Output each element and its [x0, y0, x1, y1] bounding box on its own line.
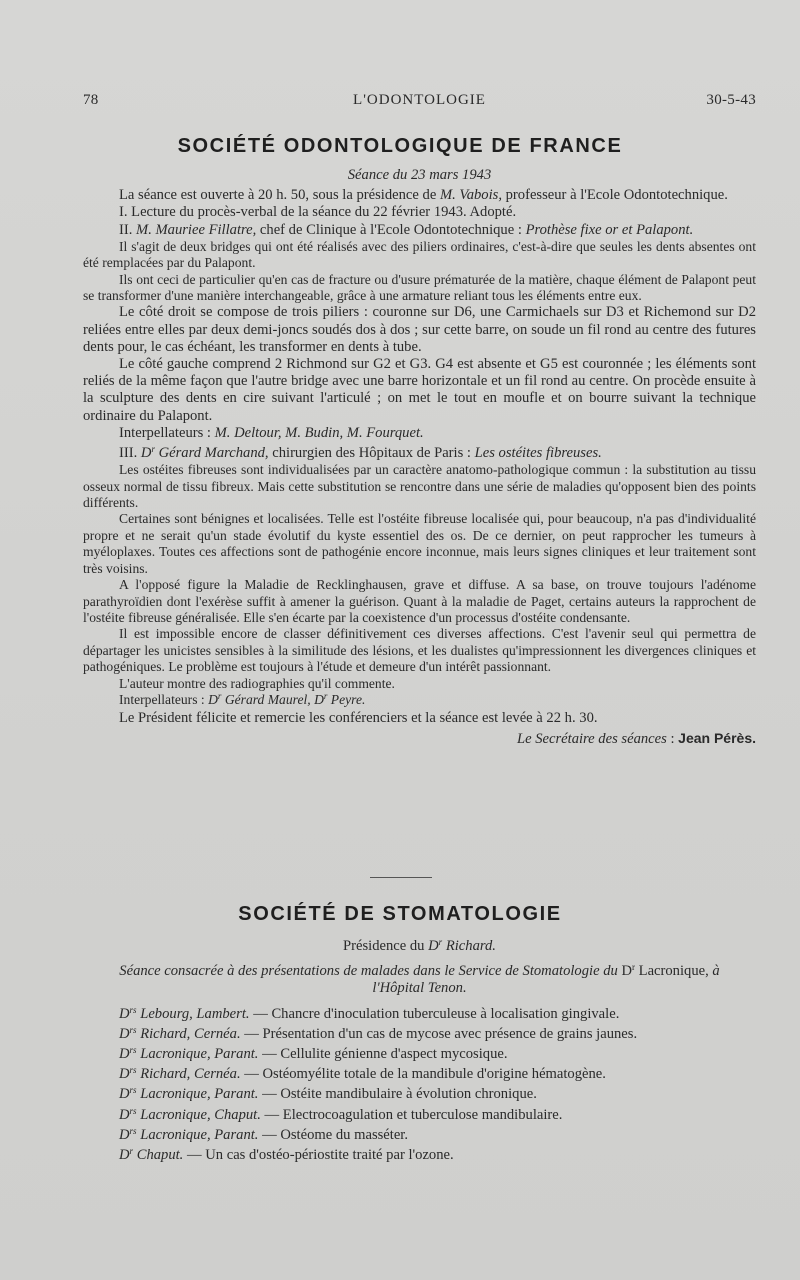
paragraph-osteites-4: Il est impossible encore de classer définitivement ces diverses affections. C'est l'avenir seul qui permettra de départager les unicistes sensibles à la similitude des lésions, et les dualistes qu'impressionnent les divergences cliniques et pathogéniques. Le problème est toujours à l'étude et demeure d'un intérêt passionnant.: [83, 626, 756, 675]
agenda-item-1: I. Lecture du procès-verbal de la séance du 22 février 1943. Adopté.: [119, 204, 517, 221]
session-date: Séance du 23 mars 1943: [347, 167, 492, 183]
section-title-sof: SOCIÉTÉ ODONTOLOGIQUE DE FRANCE: [177, 135, 623, 157]
paragraph-left-side: Le côté gauche comprend 2 Richmond sur G2 et G3. G4 est absente et G5 est couronnée ; les éléments sont reliés de la même façon que l'autre bridge avec une barre horizontale et un fil rond au centre. On procède ensuite à la sculpture des dents en cire suivant l'articulé ; on met le tout en moufle et on bourre suivant la technique ordinaire du Palapont.: [83, 356, 756, 424]
secretary-signature: Le Secrétaire des séances : Jean Pérès.: [516, 729, 756, 747]
list-item: $D^{rs}$ Richard, Cernéa. — Ostéomyélite totale de la mandibule d'origine hématogène.: [119, 1065, 606, 1083]
journal-title: L'ODONTOLOGIE: [353, 92, 486, 108]
closing-paragraph: Le Président félicite et remercie les conférenciers et la séance est levée à 22 h. 30.: [119, 710, 598, 727]
list-item: $D^{rs}$ Lacronique, Chaput. — Electrocoagulation et tuberculose mandibulaire.: [119, 1105, 563, 1123]
list-item: $D^r$ Chaput. — Un cas d'ostéo-périostite traité par l'ozone.: [119, 1146, 454, 1164]
list-item: $D^{rs}$ Lacronique, Parant. — Cellulite génienne d'aspect mycosique.: [119, 1045, 508, 1063]
running-header: [83, 92, 756, 112]
section-body-sds: [83, 938, 756, 1167]
paragraph-osteites-3: A l'opposé figure la Maladie de Recklinghausen, grave et diffuse. A sa base, on trouve toujours l'adénome parathyroïdien dont l'exérèse suffit à amener la guérison. Quant à la maladie de Paget, certains auteurs la rapprochent de l'ostéite fibreuse généralisée. Elle s'en écarte par la coexistence d'un processus d'ostéite condensante.: [83, 577, 756, 625]
interpellateurs-2: Interpellateurs : $D^r$ Gérard Maurel, $D^r$ Peyre.: [119, 690, 366, 707]
interpellateurs-1: Interpellateurs : M. Deltour, M. Budin, M. Fourquet.: [119, 424, 424, 441]
list-item: $D^{rs}$ Lacronique, Parant. — Ostéome du masséter.: [119, 1125, 409, 1143]
paragraph-osteites-1: Les ostéites fibreuses sont individualisées par un caractère anatomo-pathologique commun : la substitution au tissu osseux normal de tissu fibreux. Mais cette substitution se rencontre dans une série de maladies qu'opposent bien des points différents.: [83, 462, 756, 511]
section-body-sof: [83, 167, 756, 748]
list-item: $D^{rs}$ Richard, Cernéa. — Présentation d'un cas de mycose avec présence de grains jaunes.: [119, 1024, 638, 1042]
presidence-line: Présidence du $D^r$ Richard.: [343, 937, 496, 954]
opening-paragraph: La séance est ouverte à 20 h. 50, sous la présidence de M. Vabois, professeur à l'Ecole Odontotechnique.: [119, 187, 728, 204]
presentations-list: [83, 1006, 756, 1165]
list-item: $D^{rs}$ Lebourg, Lambert. — Chancre d'inoculation tuberculeuse à localisation gingivale.: [119, 1004, 620, 1022]
paragraph-osteites-5: L'auteur montre des radiographies qu'il commente.: [119, 675, 395, 691]
session-dedication: Séance consacrée à des présentations de malades dans le Service de Stomatologie du $D^r$ Lacronique, à l'Hôpital Tenon.: [119, 962, 720, 997]
agenda-item-2: II. M. Mauriee Fillatre, chef de Clinique à l'Ecole Odontotechnique : Prothèse fixe or et Palapont.: [119, 221, 694, 238]
paragraph-right-side: Le côté droit se compose de trois piliers : couronne sur D6, une Carmichaels sur D3 et Richemond sur D2 reliées entre elles par deux demi-joncs soudés dos à dos ; sur cette barre, on soude un fil rond au centre des futures dents pour, le cas échéant, les transformer en dents à tube.: [83, 304, 756, 355]
section-divider: [370, 877, 432, 878]
section-title-sds: SOCIÉTÉ DE STOMATOLOGIE: [238, 903, 562, 925]
list-item: $D^{rs}$ Lacronique, Parant. — Ostéite mandibulaire à évolution chronique.: [119, 1085, 537, 1103]
paragraph-bridges-1: Il s'agit de deux bridges qui ont été réalisés avec des piliers ordinaires, c'est-à-dire que seules les dents absentes ont été remplacées par du Palapont.: [83, 238, 756, 271]
issue-date: 30-5-43: [706, 92, 756, 108]
paragraph-bridges-2: Ils ont ceci de particulier qu'en cas de fracture ou d'usure prématurée de la matière, chaque élément de Palapont peut se transformer d'une manière interchangeable, grâce à une armature reliant tous les éléments entre eux.: [83, 271, 756, 304]
agenda-item-3: III. $D^r$ Gérard Marchand, chirurgien des Hôpitaux de Paris : Les ostéites fibreuses.: [119, 444, 602, 462]
paragraph-osteites-2: Certaines sont bénignes et localisées. Telle est l'ostéite fibreuse localisée qui, pour beaucoup, n'a pas d'individualité propre et ne serait qu'un stade évolutif du kyste essentiel des os. De ce dernier, on peut rapprocher les tumeurs à myéloplaxes. Toutes ces affections sont de pathogénie encore inconnue, mais leurs signes cliniques et leur traitement sont très voisins.: [83, 511, 756, 576]
page-number: 78: [83, 92, 99, 108]
